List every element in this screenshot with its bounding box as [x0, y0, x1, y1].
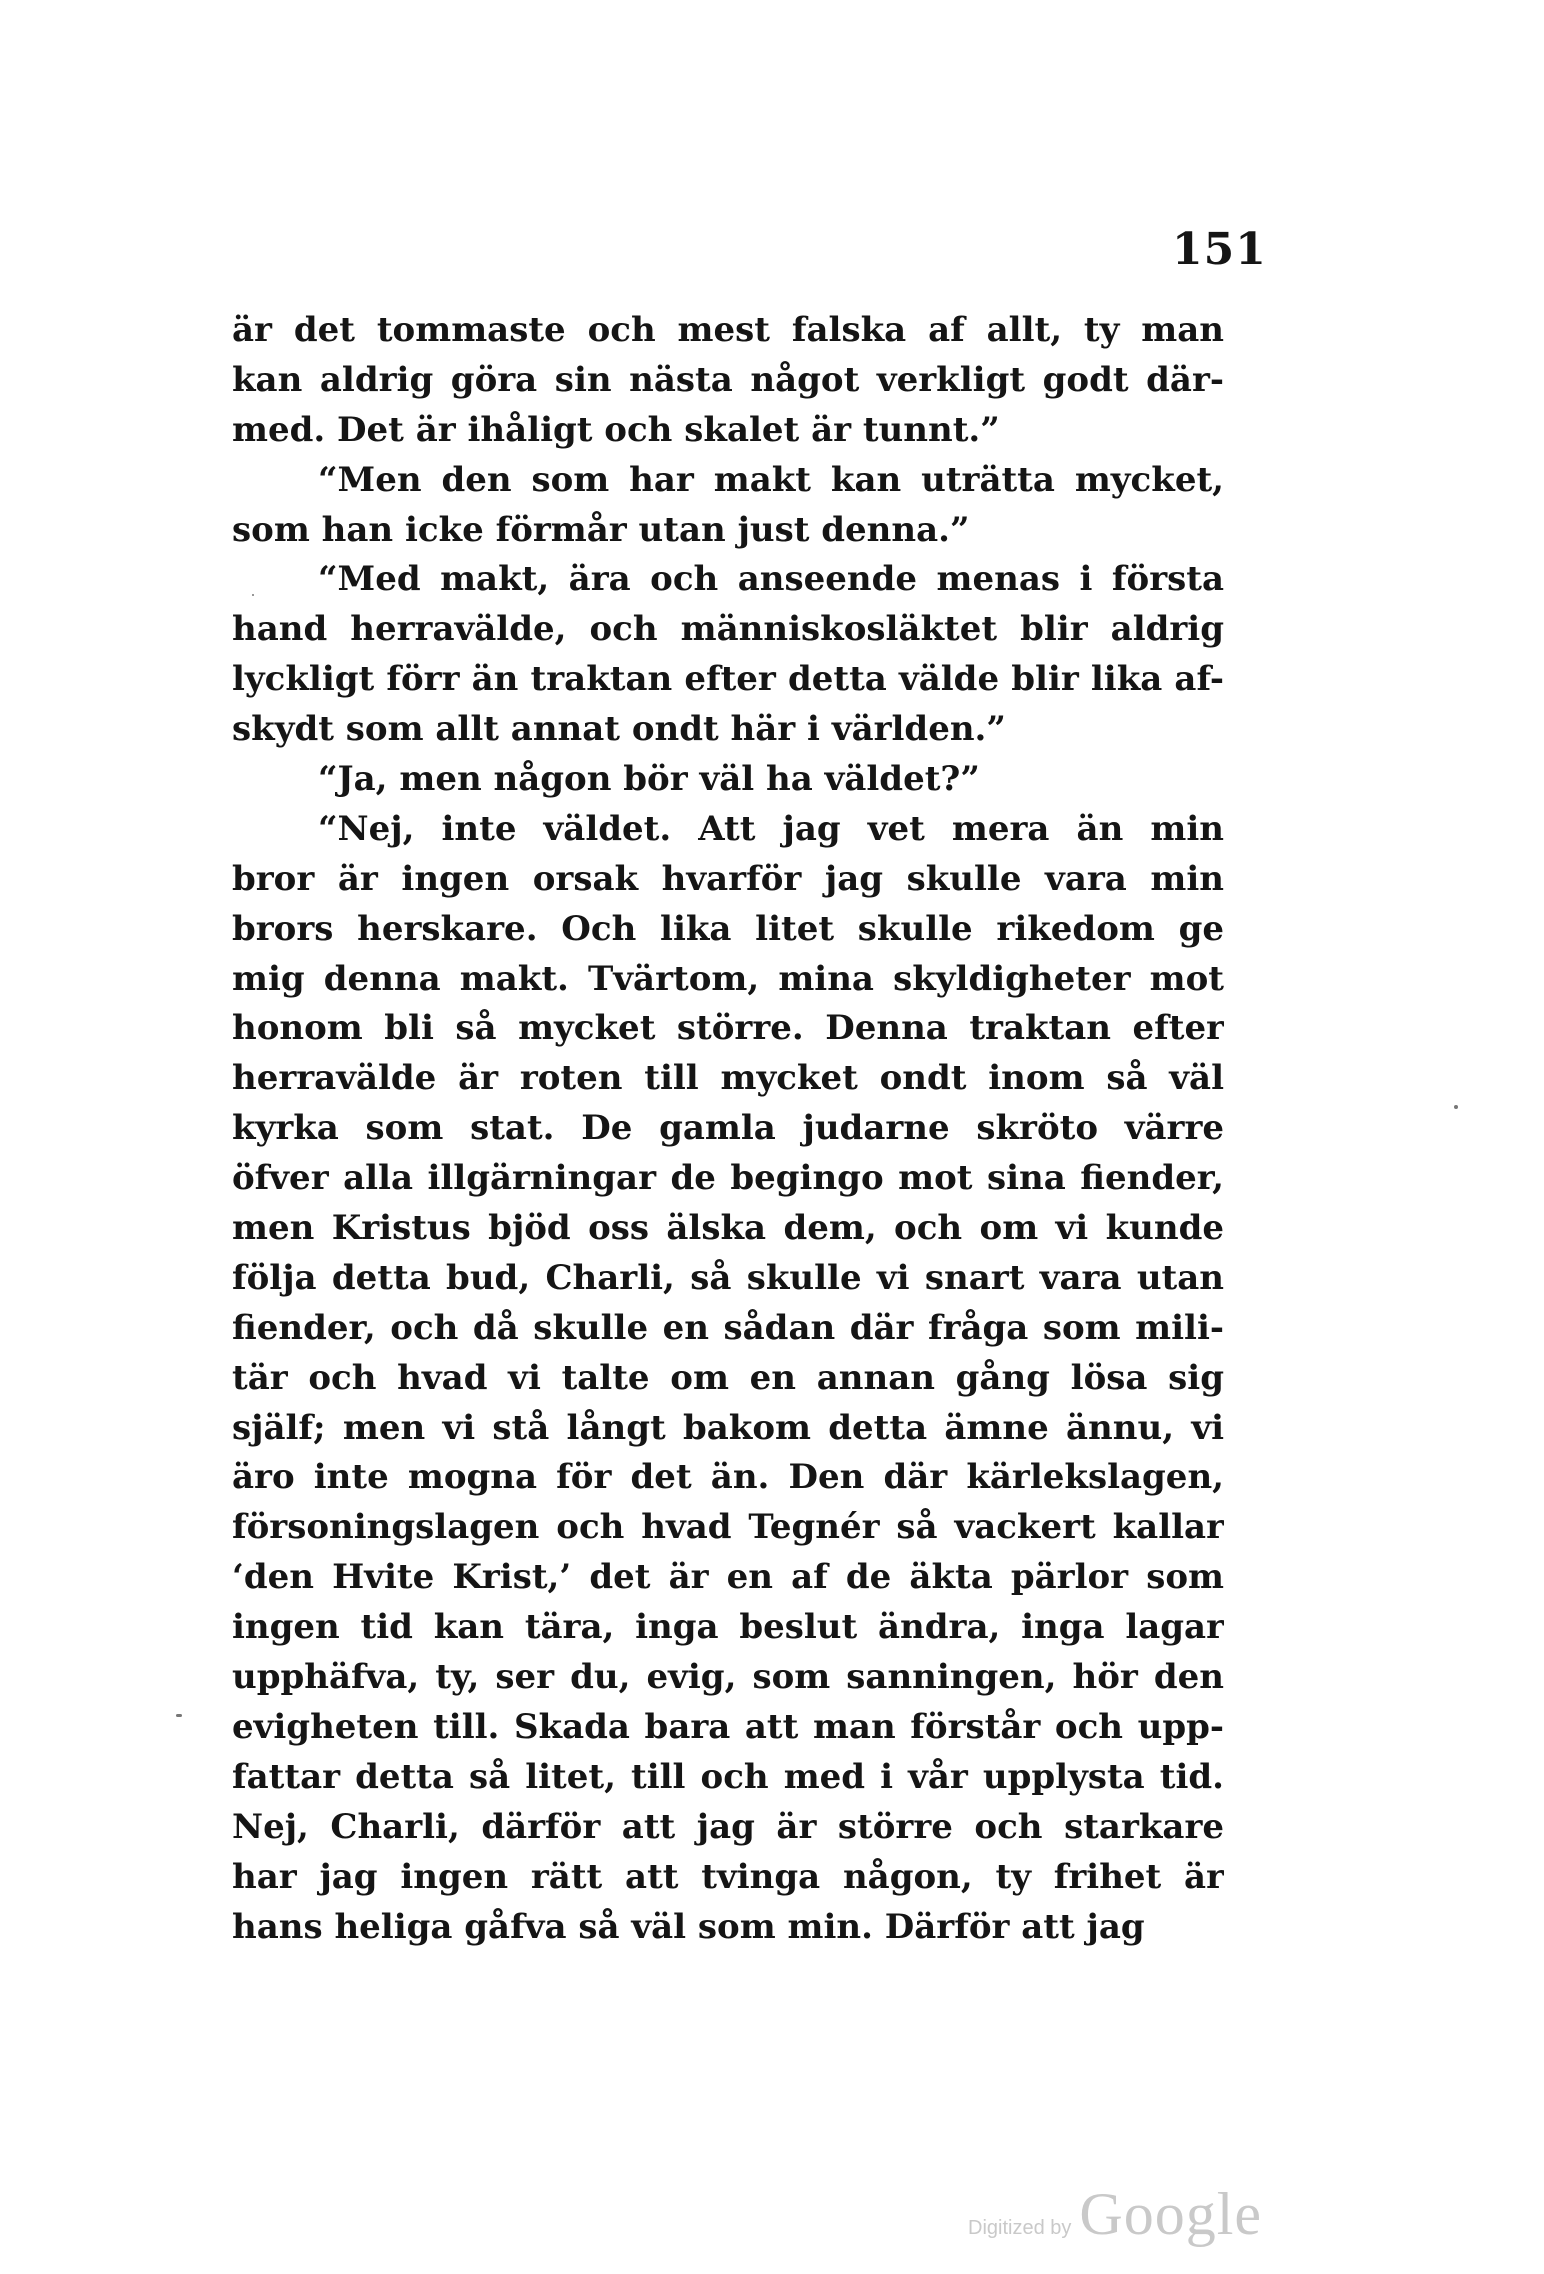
text-line: som han icke förmår utan just denna.”: [232, 509, 970, 550]
text-line: själf; men vi stå långt bakom detta ämne ännu, vi: [232, 1407, 1224, 1448]
text-line: har jag ingen rätt att tvinga någon, ty frihet är: [232, 1856, 1224, 1897]
text-line: hans heliga gåfva så väl som min. Därför att jag: [232, 1906, 1145, 1947]
text-line: “Med makt, ära och anseende menas i första: [318, 559, 1224, 600]
text-line: hand herravälde, och människosläktet blir aldrig: [232, 609, 1224, 650]
text-line: försoningslagen och hvad Tegnér så vackert kallar: [232, 1507, 1224, 1548]
text-line: Nej, Charli, därför att jag är större och starkare: [232, 1806, 1224, 1847]
text-line: äro inte mogna för det än. Den där kärlekslagen,: [232, 1457, 1224, 1498]
scan-speck: [1454, 1105, 1458, 1109]
text-line: kyrka som stat. De gamla judarne skröto värre: [232, 1108, 1224, 1149]
text-line: upphäfva, ty, ser du, evig, som sanningen, hör den: [232, 1657, 1224, 1698]
text-line: ingen tid kan tära, inga beslut ändra, inga lagar: [232, 1607, 1224, 1648]
text-line: är det tommaste och mest falska af allt, ty man: [232, 310, 1224, 350]
scan-speck: [176, 1714, 182, 1717]
text-line: herravälde är roten till mycket ondt inom så väl: [232, 1058, 1224, 1099]
text-line: med. Det är ihåligt och skalet är tunnt.”: [232, 409, 1000, 450]
text-line: bror är ingen orsak hvarför jag skulle vara min: [232, 858, 1224, 899]
text-line: evigheten till. Skada bara att man förstår och upp-: [232, 1706, 1224, 1747]
watermark-prefix: Digitized by: [968, 2217, 1072, 2239]
text-line: följa detta bud, Charli, så skulle vi snart vara utan: [232, 1257, 1224, 1298]
text-line: “Men den som har makt kan uträtta mycket,: [318, 459, 1224, 500]
text-line: tär och hvad vi talte om en annan gång lösa sig: [232, 1357, 1224, 1398]
text-line: lyckligt förr än traktan efter detta välde blir lika af-: [232, 659, 1224, 700]
page-number: 151: [1172, 224, 1267, 275]
text-line: men Kristus bjöd oss älska dem, och om vi kunde: [232, 1208, 1224, 1249]
text-line: “Nej, inte väldet. Att jag vet mera än min: [318, 808, 1224, 849]
text-line: kan aldrig göra sin nästa något verkligt godt där-: [232, 359, 1224, 400]
text-line: skydt som allt annat ondt här i världen.”: [232, 709, 1006, 750]
text-line: honom bli så mycket större. Denna traktan efter: [232, 1008, 1224, 1049]
watermark-brand: Google: [1079, 2181, 1263, 2247]
text-line: brors herskare. Och lika litet skulle rikedom ge: [232, 908, 1224, 949]
text-line: fiender, och då skulle en sådan där fråga som mili-: [232, 1307, 1224, 1348]
text-line: ‘den Hvite Krist,’ det är en af de äkta pärlor som: [232, 1557, 1224, 1598]
text-line: mig denna makt. Tvärtom, mina skyldigheter mot: [232, 958, 1224, 999]
digitized-watermark: [968, 2180, 1262, 2249]
text-line: “Ja, men någon bör väl ha väldet?”: [318, 759, 980, 800]
text-line: fattar detta så litet, till och med i vår upplysta tid.: [232, 1756, 1224, 1797]
body-text: [232, 306, 1224, 1952]
scan-speck: [252, 594, 254, 596]
text-line: öfver alla illgärningar de begingo mot sina fiender,: [232, 1158, 1224, 1199]
